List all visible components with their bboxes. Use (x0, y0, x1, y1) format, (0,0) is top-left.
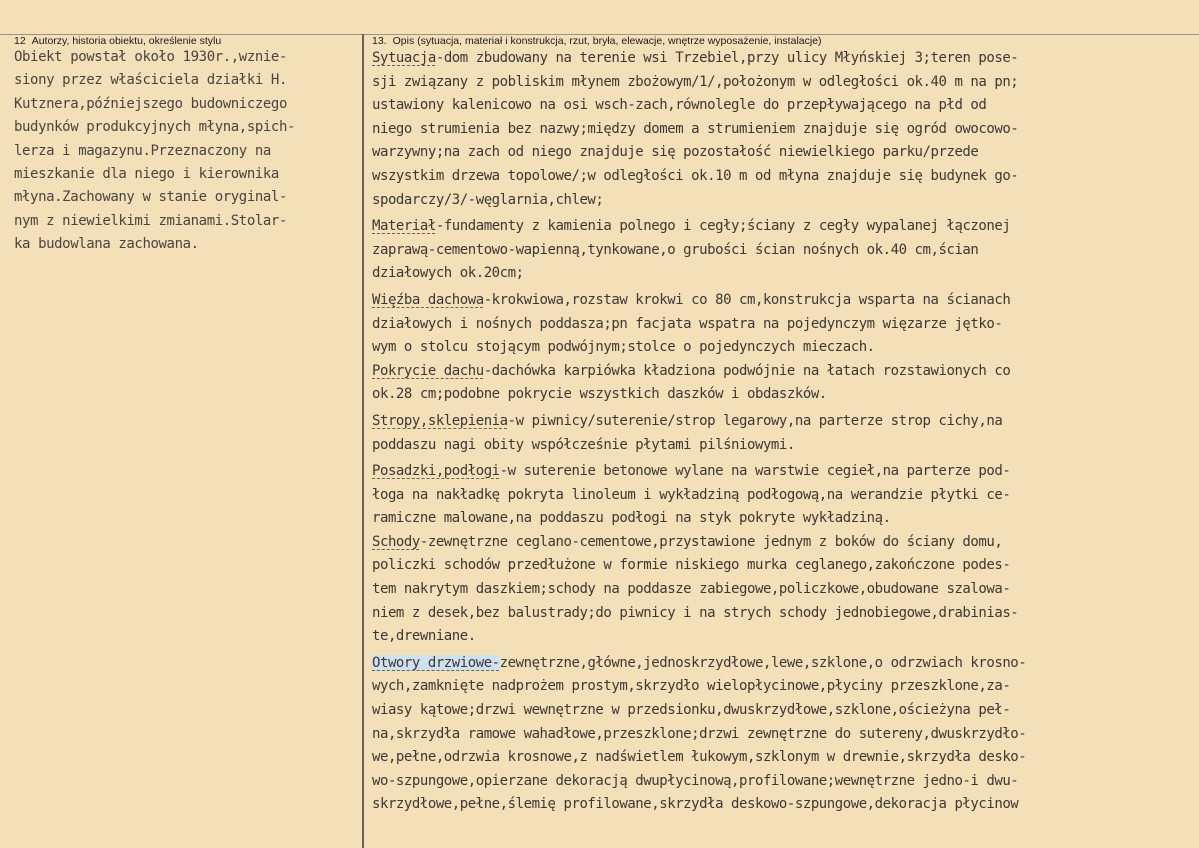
history-line: ka budowlana zachowana. (14, 236, 199, 253)
history-line: lerza i magazynu.Przeznaczony na (14, 142, 271, 159)
line-text: -dom zbudowany na terenie wsi Trzebiel,przy ulicy Młyńskiej 3;teren pose- (435, 50, 1019, 66)
description-line (372, 118, 1194, 142)
line-text: -krokwiowa,rozstaw krokwi co 80 cm,konstrukcja wsparta na ścianach (483, 291, 1011, 308)
line-text: zewnętrzne,główne,jednoskrzydłowe,lewe,szklone,o odrzwiach krosno- (499, 654, 1027, 671)
description-line (372, 262, 1194, 286)
description-line (372, 484, 1194, 508)
description-line (372, 531, 1194, 555)
description-line (372, 746, 1194, 770)
description-line (372, 675, 1194, 699)
line-text: ok.28 cm;podobne pokrycie wszystkich daszków i obdaszków. (372, 386, 827, 403)
history-line: młyna.Zachowany w stanie oryginal- (14, 189, 287, 206)
section-13-heading (372, 35, 822, 47)
line-text: wym o stolcu stojącym podwójnym;stolce o pojedynczych mieczach. (372, 339, 875, 356)
line-text: warzywny;na zach od niego znajduje się pozostałość niewielkiego parku/przede (372, 144, 979, 161)
history-line: budynków produkcyjnych młyna,spich- (14, 119, 296, 136)
line-text: wych,zamknięte nadprożem prostym,skrzydło wielopłycinowe,płyciny przeszklone,za- (372, 678, 1011, 695)
description-line (372, 554, 1194, 578)
line-text: wiasy kątowe;drzwi wewnętrzne w przedsionku,dwuskrzydłowe,szklone,ościeżyna peł- (372, 702, 1011, 719)
history-line: Obiekt powstał około 1930r.,wznie- (14, 49, 287, 65)
line-text: wszystkim drzewa topolowe/;w odległości ok.10 m od młyna znajduje się budynek go- (372, 167, 1019, 184)
description-line (372, 94, 1194, 118)
description-line (372, 699, 1194, 723)
section-13-number: 13. (372, 35, 387, 47)
description-line (372, 383, 1194, 407)
line-text: sji związany z pobliskim młynem zbożowym/1/,położonym w odległości ok.40 m na pn; (372, 73, 1019, 90)
line-text: we,pełne,odrzwia krosnowe,z nadświetlem łukowym,szklonym w drewnie,skrzydła desko- (372, 749, 1027, 766)
line-text: działowych ok.20cm; (372, 265, 524, 282)
line-text: działowych i nośnych poddasza;pn facjata wspatra na pojedynczym więzarze jętko- (372, 315, 1003, 332)
section-label: Stropy,sklepienia (372, 412, 508, 429)
description-line (372, 770, 1194, 794)
section-label: Materiał (372, 218, 436, 235)
section-label: Posadzki,podłogi (372, 463, 500, 480)
description-line (372, 289, 1194, 313)
description-line (372, 507, 1194, 531)
description-line (372, 723, 1194, 747)
description-line (372, 434, 1194, 458)
description-line (372, 141, 1194, 165)
line-text: łoga na nakładkę pokryta linoleum i wykładziną podłogową,na werandzie płytki ce- (372, 486, 1011, 503)
description-line (372, 460, 1194, 484)
line-text: -zewnętrzne ceglano-cementowe,przystawione jednym z boków do ściany domu, (419, 533, 1003, 550)
section-12-body (14, 46, 314, 257)
description-line (372, 215, 1194, 239)
line-text: -dachówka karpiówka kładziona podwójnie na łatach rozstawionych co (483, 362, 1011, 379)
section-label: Otwory drzwiowe- (372, 654, 500, 671)
description-line (372, 578, 1194, 602)
line-text: -fundamenty z kamienia polnego i cegły;ściany z cegły wypalanej łączonej (435, 218, 1011, 235)
description-line (372, 602, 1194, 626)
description-line (372, 625, 1194, 649)
section-12-number: 12 (14, 35, 26, 47)
description-line (372, 165, 1194, 189)
section-label: Więźba dachowa (372, 291, 484, 308)
line-text: niego strumienia bez nazwy;między domem a strumieniem znajduje się ogród owocowo- (372, 120, 1019, 137)
description-line (372, 793, 1194, 817)
line-text: -w piwnicy/suterenie/strop legarowy,na parterze strop cichy,na (507, 412, 1003, 429)
line-text: tem nakrytym daszkiem;schody na poddasze zabiegowe,policzkowe,obudowane szalowa- (372, 581, 1011, 598)
description-line (372, 239, 1194, 263)
column-divider (362, 34, 364, 848)
description-line (372, 410, 1194, 434)
description-line (372, 47, 1194, 71)
description-line (372, 71, 1194, 95)
description-line (372, 360, 1194, 384)
line-text: spodarczy/3/-węglarnia,chlew; (372, 191, 604, 208)
history-line: mieszkanie dla niego i kierownika (14, 166, 279, 183)
section-13-title: Opis (sytuacja, materiał i konstrukcja, rzut, bryła, elewacje, wnętrze wyposażenie, instalacje) (392, 35, 822, 47)
description-line (372, 313, 1194, 337)
line-text: te,drewniane. (372, 628, 476, 645)
line-text: niem z desek,bez balustrady;do piwnicy i na strych schody jednobiegowe,drabinias- (372, 604, 1019, 621)
line-text: wo-szpungowe,opierzane dekoracją dwupłycinową,profilowane;wewnętrzne jedno-i dwu- (372, 772, 1019, 789)
history-line: nym z niewielkimi zmianami.Stolar- (14, 212, 287, 229)
line-text: -w suterenie betonowe wylane na warstwie cegieł,na parterze pod- (499, 463, 1011, 480)
line-text: ustawiony kalenicowo na osi wsch-zach,równolegle do przepływającego na płd od (372, 97, 987, 114)
line-text: poddaszu nagi obity współcześnie płytami pilśniowymi. (372, 436, 795, 453)
line-text: ramiczne malowane,na poddaszu podłogi na styk pokryte wykładziną. (372, 510, 891, 527)
line-text: skrzydłowe,pełne,ślemię profilowane,skrzydła deskowo-szpungowe,dekoracja płycinow (372, 796, 1019, 813)
section-label: Pokrycie dachu (372, 362, 484, 379)
line-text: zaprawą-cementowo-wapienną,tynkowane,o grubości ścian nośnych ok.40 cm,ścian (372, 241, 979, 258)
history-line: Kutznera,późniejszego budowniczego (14, 95, 287, 112)
section-label: Sytuacja (372, 50, 436, 66)
description-line (372, 336, 1194, 360)
line-text: policzki schodów przedłużone w formie niskiego murka ceglanego,zakończone podes- (372, 557, 1011, 574)
section-12-title: Autorzy, historia obiektu, określenie stylu (31, 35, 222, 47)
line-text: na,skrzydła ramowe wahadłowe,przeszklone;drzwi zewnętrzne do sutereny,dwuskrzydło- (372, 725, 1027, 742)
history-line: siony przez właściciela działki H. (14, 72, 287, 89)
section-label: Schody (372, 533, 420, 550)
description-line (372, 189, 1194, 213)
description-line (372, 652, 1194, 676)
section-13-body (372, 47, 1194, 817)
